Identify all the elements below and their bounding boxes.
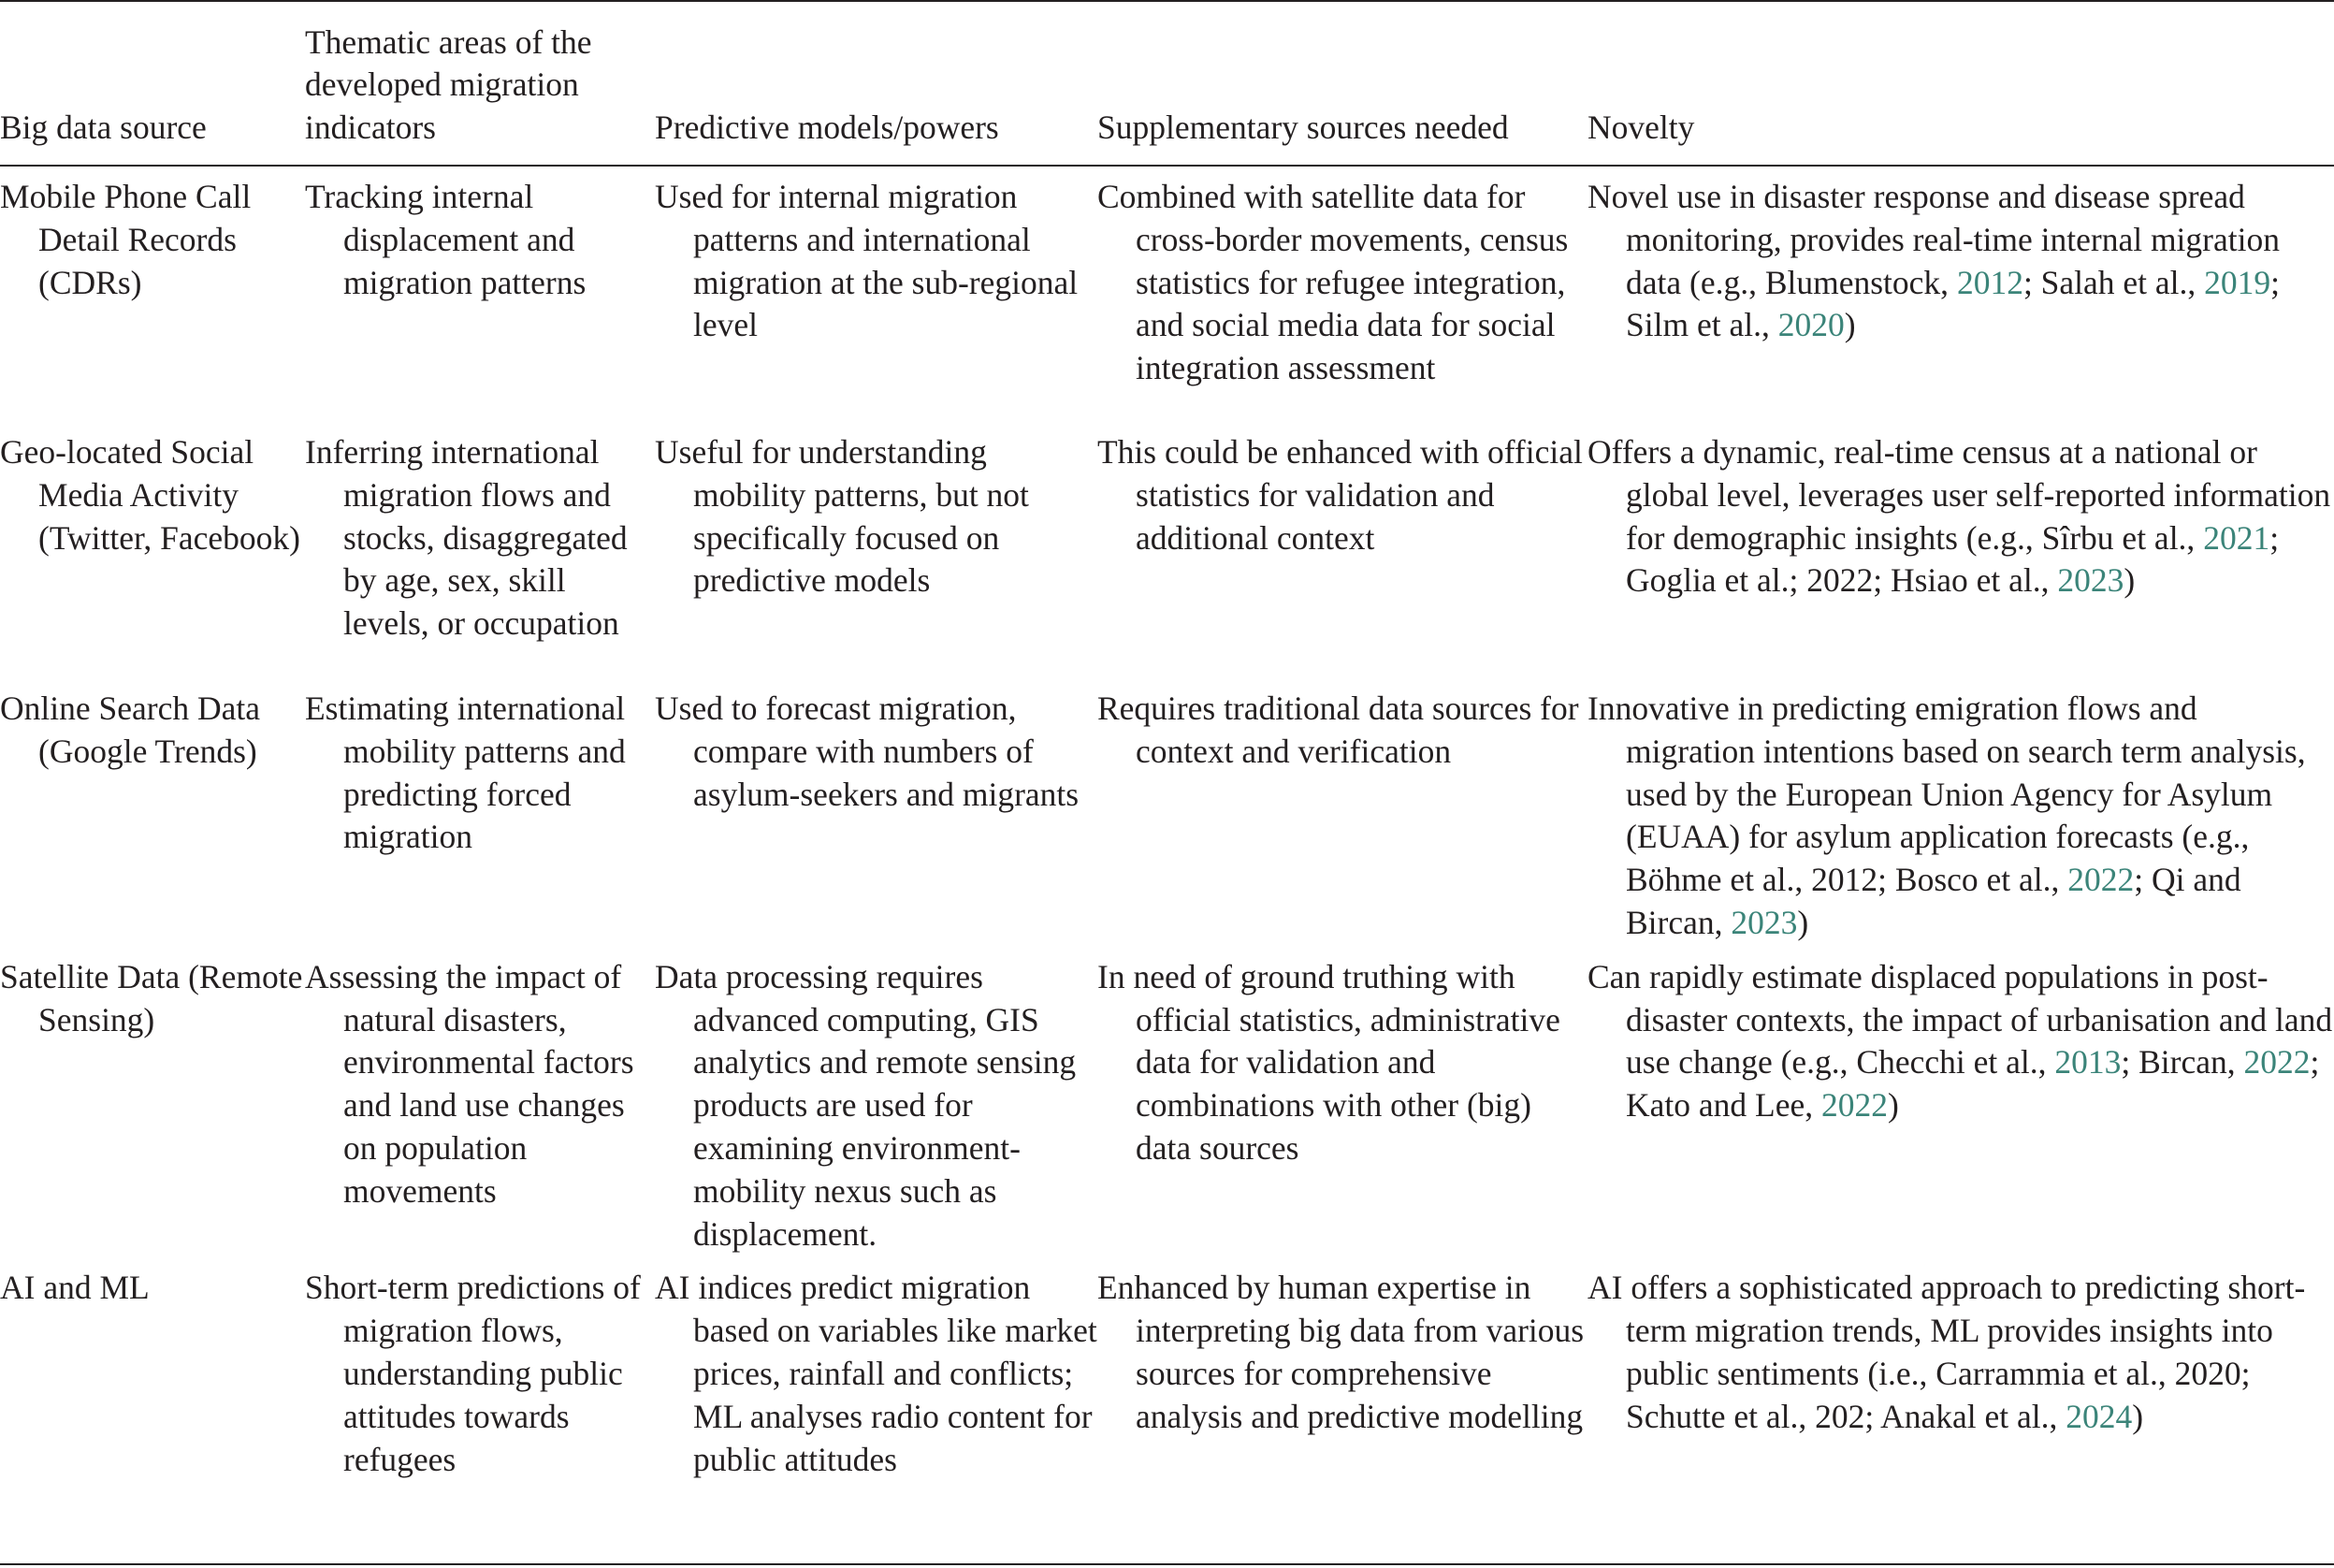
citation-year[interactable]: 2024: [2066, 1397, 2133, 1435]
header-row: [0, 0, 2334, 165]
source-cell: [0, 1256, 305, 1481]
novelty-cell: [1587, 945, 2334, 1256]
citation-year[interactable]: 2019: [2204, 263, 2271, 301]
predictive-cell: [655, 1256, 1097, 1481]
thematic-cell-text: Assessing the impact of natural disasters, environmental factors and land use changes on population movements: [305, 957, 634, 1210]
novelty-text-segment: ): [2132, 1397, 2144, 1435]
source-cell: [0, 420, 305, 676]
predictive-cell: [655, 420, 1097, 676]
citation-year[interactable]: 2022: [2067, 861, 2135, 899]
table-row: [0, 420, 2334, 676]
novelty-cell-text: [1587, 688, 2334, 945]
source-cell-text: Satellite Data (Remote Sensing): [0, 957, 303, 1038]
thematic-cell: [305, 676, 655, 945]
thematic-cell: [305, 420, 655, 676]
thematic-cell: [305, 165, 655, 420]
predictive-cell-text: Used for internal migration patterns and international migration at the sub-regional level: [655, 178, 1079, 344]
supplementary-cell: [1097, 676, 1587, 945]
citation-year[interactable]: 2022: [1820, 1086, 1888, 1125]
novelty-cell-text: [1587, 1267, 2334, 1438]
novelty-cell-text: [1587, 431, 2334, 603]
supplementary-cell-text: This could be enhanced with official statistics for validation and additional context: [1097, 433, 1583, 557]
novelty-text-segment: Offers a dynamic, real-time census at a national or global level, leverages user self-reported information for demographic insights (e.g., Sîrbu et al.,: [1587, 433, 2331, 557]
table-row: [0, 945, 2334, 1256]
novelty-cell: [1587, 420, 2334, 676]
novelty-text-segment: AI offers a sophisticated approach to predicting short-term migration trends, ML provides insights into public sentiments (i.e., Carrammia et al., 2020; Schutte et al., 202; Anakal et al.,: [1587, 1269, 2306, 1435]
source-cell-text: Geo-located Social Media Activity (Twitter, Facebook): [0, 433, 300, 557]
supplementary-cell-text: Combined with satellite data for cross-border movements, census statistics for refugee integration, and social media data for social integration assessment: [1097, 178, 1569, 387]
source-cell-text: Mobile Phone Call Detail Records (CDRs): [0, 178, 252, 301]
novelty-text-segment: ; Bircan,: [2121, 1043, 2244, 1082]
novelty-text-segment: ; Goglia et al.; 2022; Hsiao et al.,: [1626, 518, 2280, 600]
citation-year[interactable]: 2023: [1731, 903, 1798, 941]
novelty-cell: [1587, 676, 2334, 945]
novelty-text-segment: Novel use in disaster response and disease spread monitoring, provides real-time internal migration data (e.g., Blumenstock,: [1587, 178, 2280, 301]
novelty-text-segment: ): [1844, 306, 1856, 344]
thematic-cell-text: Estimating international mobility patterns and predicting forced migration: [305, 690, 626, 856]
predictive-cell-text: AI indices predict migration based on variables like market prices, rainfall and conflicts; ML analyses radio content for public attitudes: [655, 1269, 1097, 1478]
citation-year[interactable]: 2022: [2243, 1043, 2311, 1082]
novelty-cell: [1587, 165, 2334, 420]
bottom-rule: [0, 1563, 2334, 1565]
novelty-text-segment: ): [2124, 561, 2136, 600]
thematic-cell: [305, 1256, 655, 1481]
source-cell: [0, 676, 305, 945]
thematic-cell: [305, 945, 655, 1256]
novelty-cell-text: [1587, 176, 2334, 347]
header-predictive-models: Predictive models/powers: [655, 109, 999, 147]
supplementary-cell-text: In need of ground truthing with official statistics, administrative data for validation and combinations with other (big) data sources: [1097, 957, 1560, 1167]
novelty-text-segment: ): [1887, 1086, 1899, 1125]
supplementary-cell: [1097, 945, 1587, 1256]
table-row: [0, 676, 2334, 945]
supplementary-cell: [1097, 1256, 1587, 1481]
novelty-text-segment: ; Qi and Bircan,: [1626, 861, 2241, 941]
supplementary-cell-text: Enhanced by human expertise in interpreting big data from various sources for comprehensive analysis and predictive modelling: [1097, 1269, 1585, 1435]
novelty-text-segment: ): [1797, 903, 1809, 941]
predictive-cell: [655, 165, 1097, 420]
thematic-cell-text: Tracking internal displacement and migration patterns: [305, 178, 587, 301]
source-cell: [0, 165, 305, 420]
predictive-cell: [655, 945, 1097, 1256]
citation-year[interactable]: 2013: [2054, 1043, 2122, 1082]
source-cell-text: AI and ML: [0, 1269, 150, 1307]
header-thematic-areas: Thematic areas of the developed migration indicators: [305, 22, 592, 147]
source-cell: [0, 945, 305, 1256]
predictive-cell-text: Useful for understanding mobility patterns, but not specifically focused on predictive models: [655, 433, 1029, 600]
header-big-data-source: Big data source: [0, 109, 207, 147]
header-novelty: Novelty: [1587, 109, 1695, 147]
novelty-text-segment: Can rapidly estimate displaced populations in post-disaster contexts, the impact of urbanisation and land use change (e.g., Checchi et al.,: [1587, 957, 2333, 1082]
novelty-text-segment: ; Kato and Lee,: [1626, 1043, 2320, 1125]
citation-year[interactable]: 2020: [1777, 306, 1845, 344]
novelty-cell: [1587, 1256, 2334, 1481]
novelty-cell-text: [1587, 956, 2334, 1127]
supplementary-cell-text: Requires traditional data sources for context and verification: [1097, 690, 1579, 770]
supplementary-cell: [1097, 420, 1587, 676]
citation-year[interactable]: 2021: [2203, 518, 2270, 557]
citation-year[interactable]: 2023: [2057, 561, 2124, 600]
predictive-cell: [655, 676, 1097, 945]
novelty-text-segment: ; Salah et al.,: [2022, 263, 2205, 301]
table-row: [0, 1256, 2334, 1481]
supplementary-cell: [1097, 165, 1587, 420]
citation-year[interactable]: 2012: [1956, 263, 2023, 301]
thematic-cell-text: Inferring international migration flows and stocks, disaggregated by age, sex, skill levels, or occupation: [305, 433, 628, 643]
predictive-cell-text: Used to forecast migration, compare with numbers of asylum-seekers and migrants: [655, 690, 1080, 813]
table-row: [0, 165, 2334, 420]
source-cell-text: Online Search Data (Google Trends): [0, 690, 260, 770]
predictive-cell-text: Data processing requires advanced computing, GIS analytics and remote sensing products are used for examining environment-mobility nexus such as displacement.: [655, 957, 1077, 1253]
header-supplementary-sources: Supplementary sources needed: [1097, 109, 1509, 147]
novelty-text-segment: ; Silm et al.,: [1626, 263, 2281, 344]
novelty-text-segment: Innovative in predicting emigration flows and migration intentions based on search term analysis, used by the European Union Agency for Asylum (EUAA) for asylum application forecasts (e.g., Böhme et al., 2012; Bosco et al.,: [1587, 690, 2306, 899]
thematic-cell-text: Short-term predictions of migration flows, understanding public attitudes towards refugees: [305, 1269, 641, 1478]
